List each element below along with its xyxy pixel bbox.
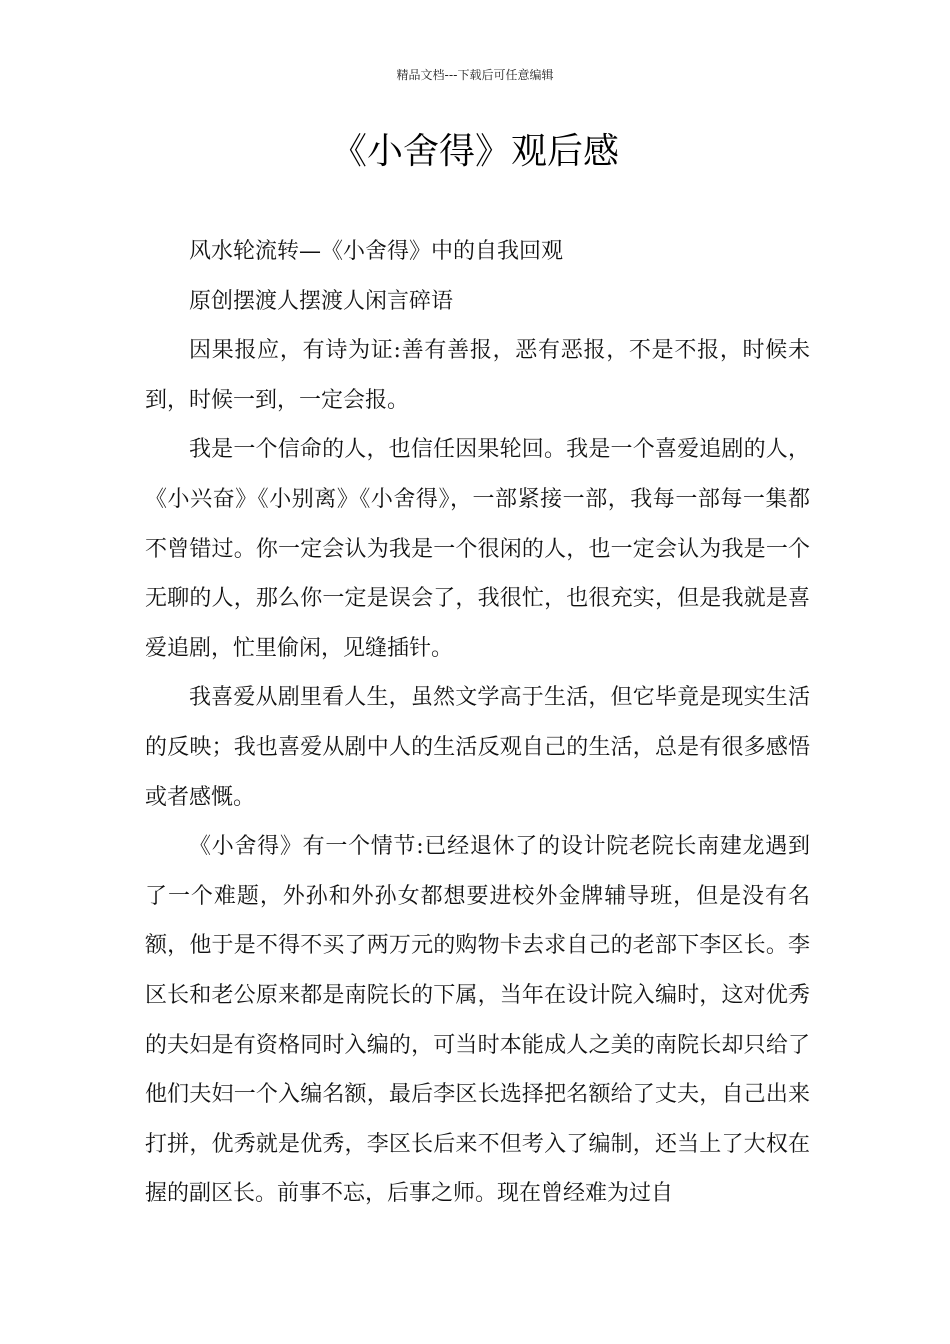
document-title: 《小舍得》观后感: [330, 131, 619, 172]
paragraph: 我是一个信命的人，也信任因果轮回。我是一个喜爱追剧的人，《小兴奋》《小别离》《小舍得》，一部紧接一部，我每一部每一集都不曾错过。你一定会认为我是一个很闲的人，也一定会认为我是一个无聊的人，那么你一定是误会了，我很忙，也很充实，但是我就是喜爱追剧，忙里偷闲，见缝插针。: [145, 437, 810, 661]
paragraph: 因果报应，有诗为证:善有善报，恶有恶报，不是不报，时候未到，时候一到，一定会报。: [145, 338, 810, 413]
header-note: 精品文档---下载后可任意编辑: [396, 68, 554, 82]
paragraph-subtitle: 风水轮流转—《小舍得》中的自我回观: [189, 239, 564, 264]
paragraph: 我喜爱从剧里看人生，虽然文学高于生活，但它毕竟是现实生活的反映；我也喜爱从剧中人的生活反观自己的生活，总是有很多感悟或者感慨。: [145, 685, 810, 810]
paragraph-author: 原创摆渡人摆渡人闲言碎语: [189, 288, 454, 314]
document-body: [145, 227, 810, 1219]
paragraph: 《小舍得》有一个情节:已经退休了的设计院老院长南建龙遇到了一个难题，外孙和外孙女都想要进校外金牌辅导班，但是没有名额，他于是不得不买了两万元的购物卡去求自己的老部下李区长。李区长和老公原来都是南院长的下属，当年在设计院入编时，这对优秀的夫妇是有资格同时入编的，可当时本能成人之美的南院长却只给了他们夫妇一个入编名额，最后李区长选择把名额给了丈夫，自己出来打拼，优秀就是优秀，李区长后来不但考入了编制，还当上了大权在握的副区长。前事不忘，后事之师。现在曾经难为过自: [145, 834, 810, 1207]
